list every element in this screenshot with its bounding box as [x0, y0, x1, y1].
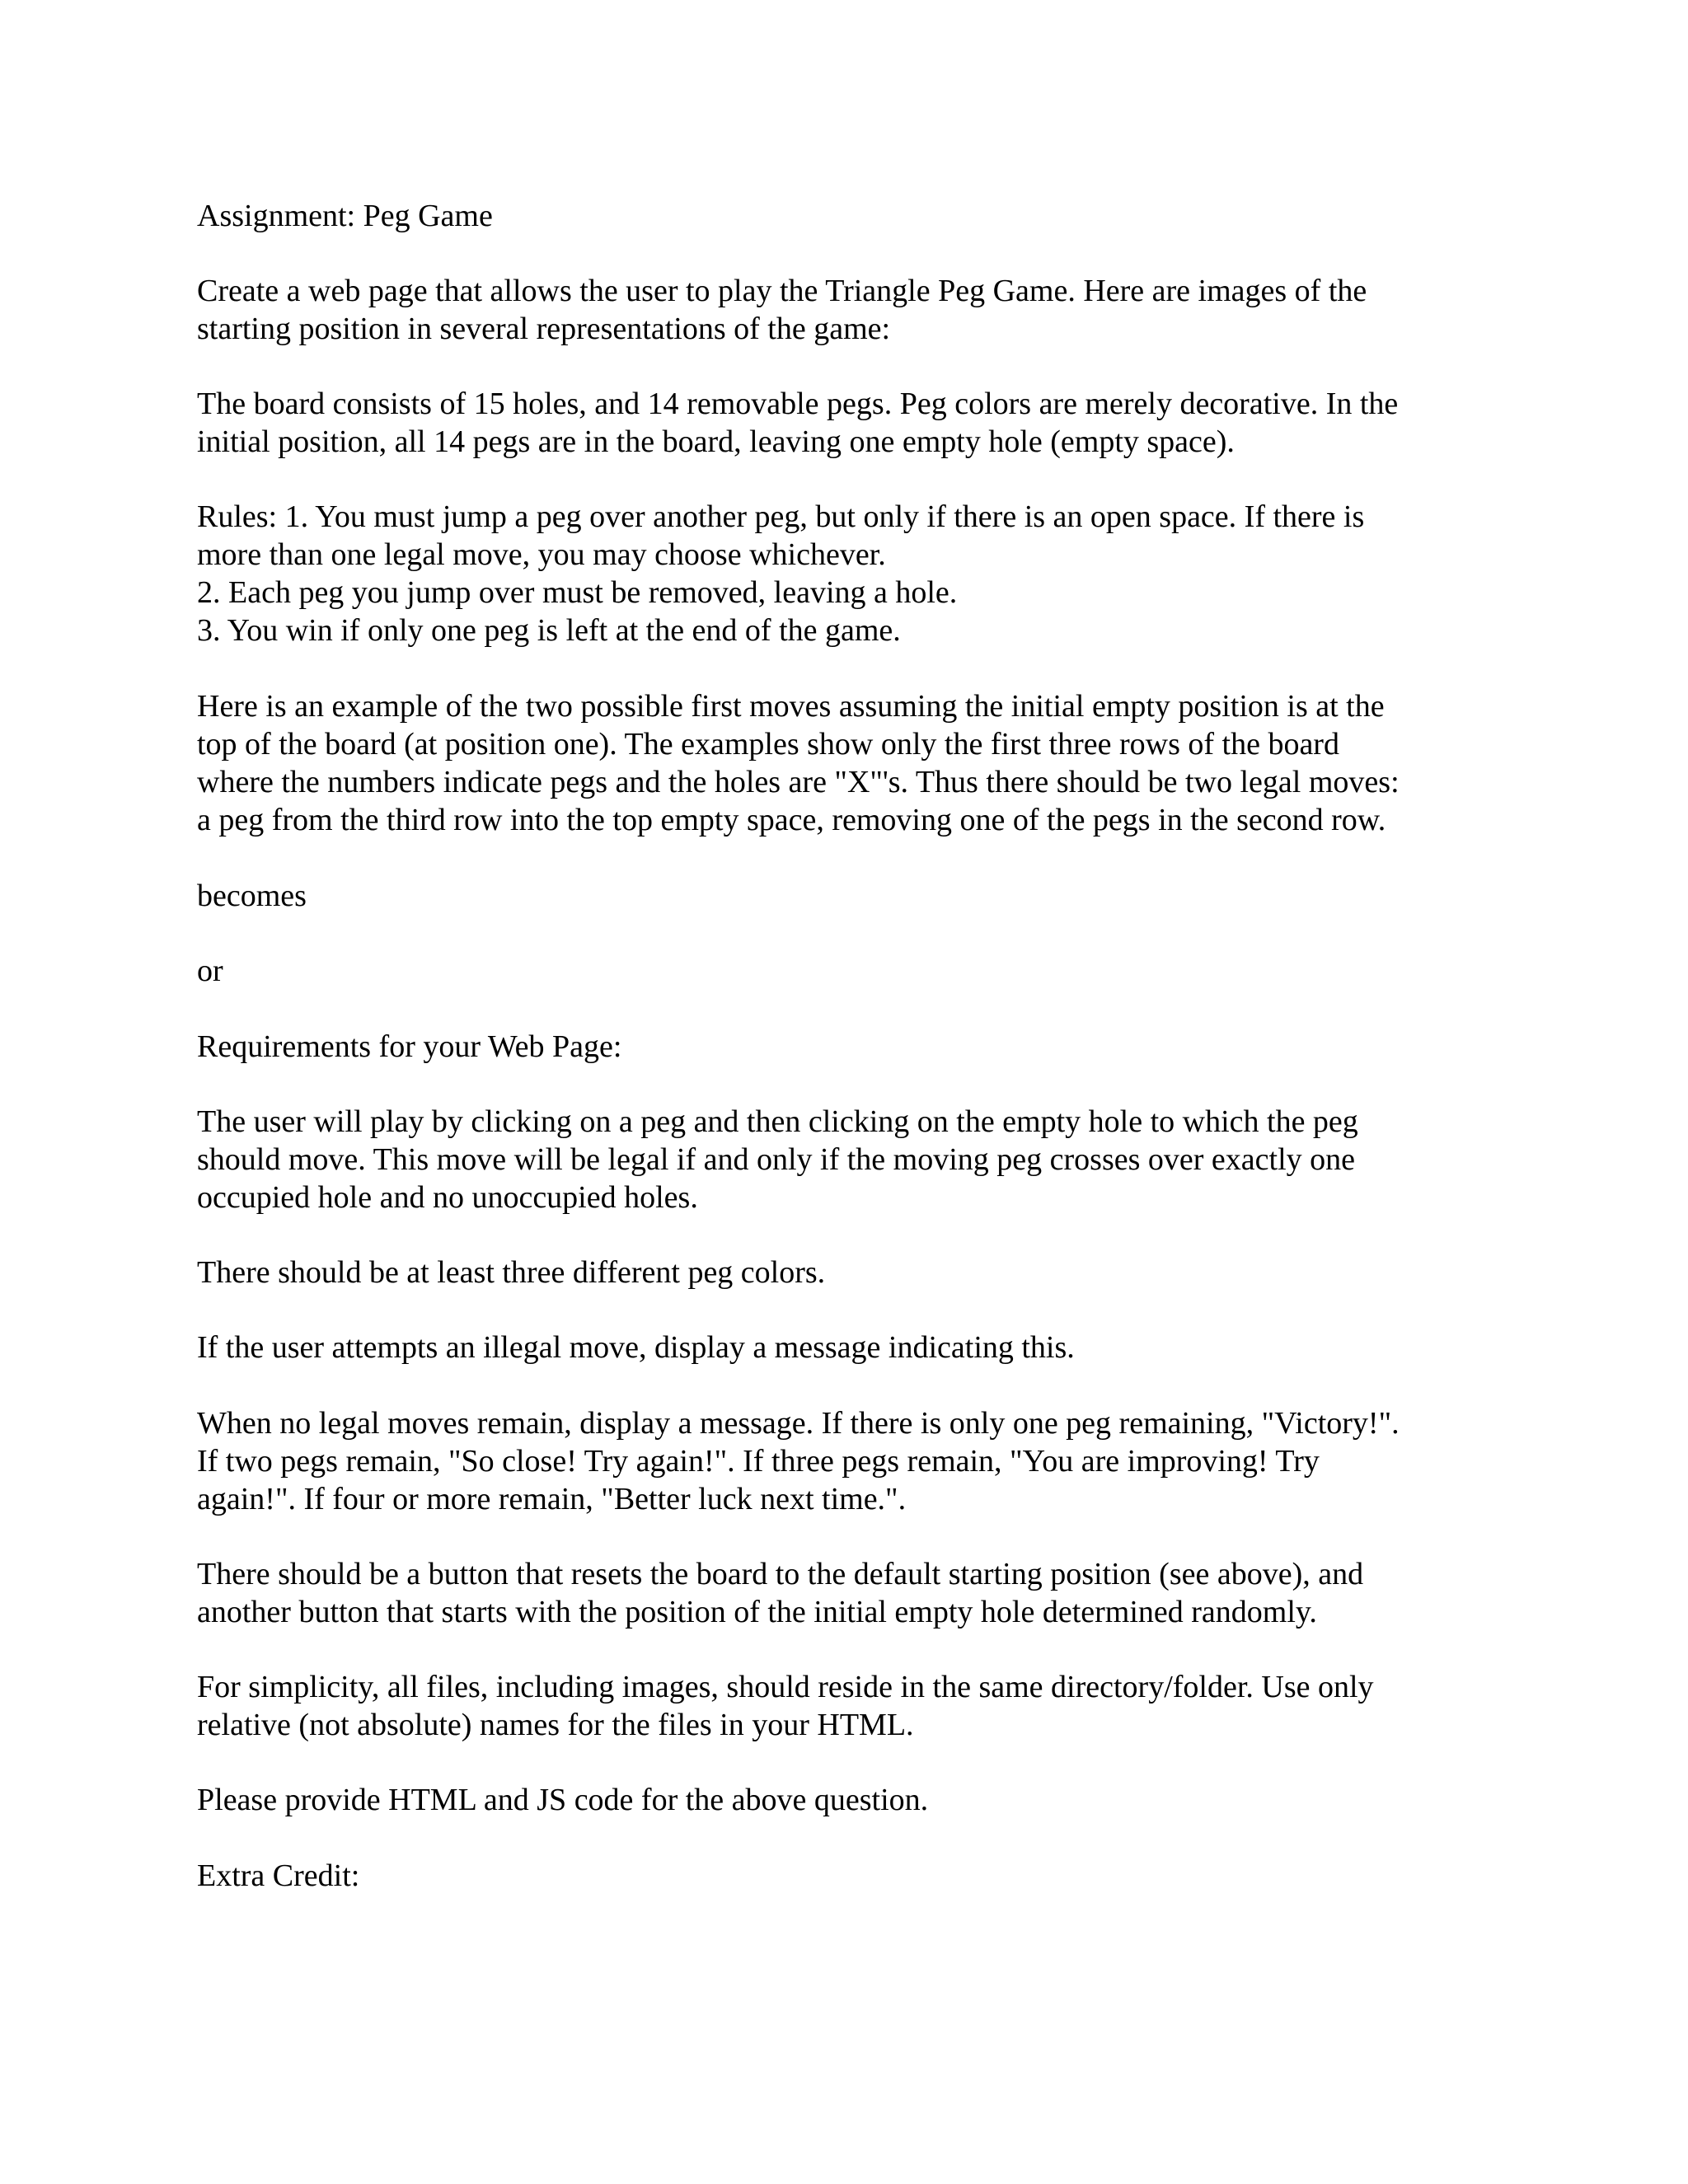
text-line: where the numbers indicate pegs and the holes are "X"'s. Thus there should be two legal moves:: [197, 765, 1400, 799]
text-line: 2. Each peg you jump over must be removed, leaving a hole.: [197, 575, 958, 610]
text-line: Extra Credit:: [197, 1858, 360, 1893]
intro-paragraph: [197, 272, 1499, 348]
text-line: There should be at least three different peg colors.: [197, 1255, 826, 1290]
text-line: If the user attempts an illegal move, display a message indicating this.: [197, 1330, 1075, 1365]
text-line: Requirements for your Web Page:: [197, 1029, 622, 1064]
becomes-paragraph: [197, 877, 1499, 915]
text-line: more than one legal move, you may choose whichever.: [197, 537, 886, 572]
text-line: should move. This move will be legal if and only if the moving peg crosses over exactly one: [197, 1142, 1355, 1177]
text-line: When no legal moves remain, display a message. If there is only one peg remaining, "Victory!".: [197, 1406, 1400, 1441]
document-title: [197, 197, 1499, 235]
text-line: Create a web page that allows the user to play the Triangle Peg Game. Here are images of the: [197, 274, 1367, 308]
text-line: top of the board (at position one). The examples show only the first three rows of the board: [197, 727, 1339, 762]
colors-paragraph: [197, 1254, 1499, 1291]
text-line: Rules: 1. You must jump a peg over another peg, but only if there is an open space. If there is: [197, 499, 1365, 534]
text-line: If two pegs remain, "So close! Try again!". If three pegs remain, "You are improving! Try: [197, 1444, 1320, 1479]
extra-credit-paragraph: [197, 1857, 1499, 1895]
example-paragraph: [197, 687, 1499, 839]
text-line: or: [197, 954, 223, 988]
board-paragraph: [197, 385, 1499, 461]
text-line: again!". If four or more remain, "Better luck next time.".: [197, 1482, 907, 1516]
end-message-paragraph: [197, 1404, 1499, 1518]
text-line: a peg from the third row into the top empty space, removing one of the pegs in the second row.: [197, 803, 1386, 837]
text-line: becomes: [197, 879, 307, 913]
text-line: The board consists of 15 holes, and 14 removable pegs. Peg colors are merely decorative. In the: [197, 387, 1399, 421]
text-line: Please provide HTML and JS code for the above question.: [197, 1783, 929, 1817]
text-line: occupied hole and no unoccupied holes.: [197, 1180, 698, 1215]
text-line: 3. You win if only one peg is left at the end of the game.: [197, 613, 901, 648]
buttons-paragraph: [197, 1555, 1499, 1631]
text-line: starting position in several representations of the game:: [197, 312, 891, 346]
provide-paragraph: [197, 1781, 1499, 1819]
text-line: There should be a button that resets the board to the default starting position (see above), and: [197, 1557, 1364, 1591]
illegal-paragraph: [197, 1329, 1499, 1366]
user-play-paragraph: [197, 1103, 1499, 1216]
text-line: another button that starts with the position of the initial empty hole determined randomly.: [197, 1595, 1317, 1629]
text-line: Here is an example of the two possible first moves assuming the initial empty position is at the: [197, 689, 1385, 724]
text-line: relative (not absolute) names for the files in your HTML.: [197, 1708, 914, 1742]
text-line: initial position, all 14 pegs are in the board, leaving one empty hole (empty space).: [197, 424, 1235, 459]
rules-paragraph: [197, 498, 1499, 649]
title-text: Assignment: Peg Game: [197, 199, 493, 233]
files-paragraph: [197, 1668, 1499, 1744]
text-line: The user will play by clicking on a peg and then clicking on the empty hole to which the peg: [197, 1104, 1358, 1139]
or-paragraph: [197, 952, 1499, 990]
text-line: For simplicity, all files, including images, should reside in the same directory/folder. Use only: [197, 1670, 1374, 1704]
requirements-heading: [197, 1028, 1499, 1066]
